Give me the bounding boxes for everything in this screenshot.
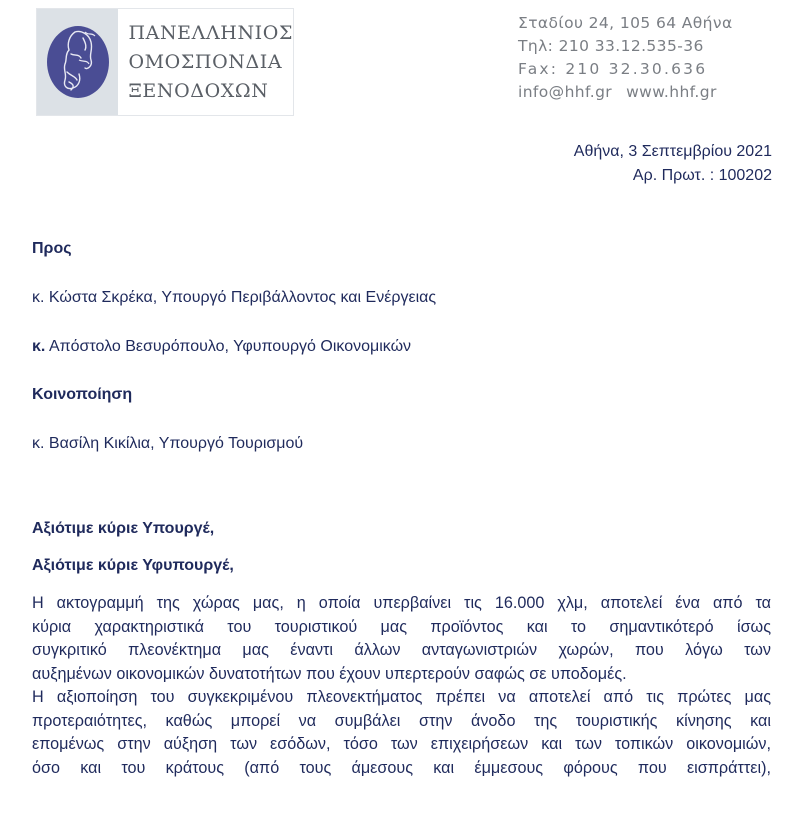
contact-block [518, 12, 733, 104]
organization-name-line-3: ΞΕΝΟΔΟΧΩΝ [128, 79, 269, 102]
letterhead-logo [36, 8, 294, 116]
body-paragraph-1 [32, 592, 771, 686]
place-date: Αθήνα, 3 Σεπτεμβρίου 2021 [573, 143, 772, 160]
body-line: κύρια χαρακτηριστικά του τουριστικού μας προϊόντος και το σημαντικότερό ίσως [32, 617, 771, 636]
recipient-text: Βασίλη Κικίλια, Υπουργό Τουρισμού [44, 435, 304, 452]
body-line: όσο και του κράτους (από τους άμεσους και έμμεσους φόρους που εισπράττει), [32, 758, 771, 777]
organization-name [118, 9, 293, 115]
body-line: Η αξιοποίηση του συγκεκριμένου πλεονεκτήματος πρέπει να αποτελεί από τις πρώτες μας [32, 688, 771, 706]
body-line: επομένως στην αύξηση των εσόδων, τόσο των επιχειρήσεων και των τοπικών οικονομιών, [32, 735, 771, 753]
recipient-text: Απόστολο Βεσυρόπουλο, Υφυπουργό Οικονομικών [45, 338, 412, 355]
recipient-prefix: κ. [32, 435, 45, 452]
recipient-text: Κώστα Σκρέκα, Υπουργό Περιβάλλοντος και Ενέργειας [44, 289, 437, 306]
contact-email: info@hhf.gr [518, 83, 613, 101]
recipient-line [32, 287, 436, 309]
body-line: συγκριτικό πλεονέκτημα μας έναντι άλλων ανταγωνιστριών χωρών, που λόγω των [32, 641, 771, 659]
date-block [574, 140, 772, 188]
cc-heading: Κοινοποίηση [32, 386, 133, 403]
cc-recipient-line [32, 433, 303, 455]
logo-emblem-panel [37, 9, 118, 115]
contact-website: www.hhf.gr [626, 83, 717, 101]
contact-fax: Fax: 210 32.30.636 [518, 60, 708, 78]
organization-name-line-1: ΠΑΝΕΛΛΗΝΙΟΣ [128, 21, 293, 44]
letter-body [32, 592, 771, 780]
recipient-prefix: κ. [32, 289, 45, 306]
salutation-minister: Αξιότιμε κύριε Υπουργέ, [32, 520, 215, 537]
salutation-deputy-minister: Αξιότιμε κύριε Υφυπουργέ, [32, 557, 234, 574]
classical-head-emblem-icon [45, 24, 111, 100]
protocol-number: Αρ. Πρωτ. : 100202 [632, 167, 772, 184]
recipient-prefix: κ. [32, 338, 46, 355]
organization-name-line-2: ΟΜΟΣΠΟΝΔΙΑ [128, 50, 283, 73]
recipient-line [32, 336, 411, 358]
contact-address: Σταδίου 24, 105 64 Αθήνα [518, 14, 733, 32]
contact-phone: Τηλ: 210 33.12.535-36 [518, 37, 704, 55]
body-paragraph-2 [32, 686, 771, 780]
contact-email-web [518, 81, 733, 104]
body-line: προτεραιότητες, καθώς μπορεί να συμβάλει στην άνοδο της τουριστικής κίνησης και [32, 711, 771, 730]
body-line: αυξημένων οικονομικών δυνατοτήτων που έχουν υπερτερούν σαφώς σε υποδομές. [32, 664, 627, 683]
to-heading: Προς [32, 240, 72, 257]
body-line: Η ακτογραμμή της χώρας μας, η οποία υπερβαίνει τις 16.000 χλμ, αποτελεί ένα από τα [32, 594, 771, 612]
